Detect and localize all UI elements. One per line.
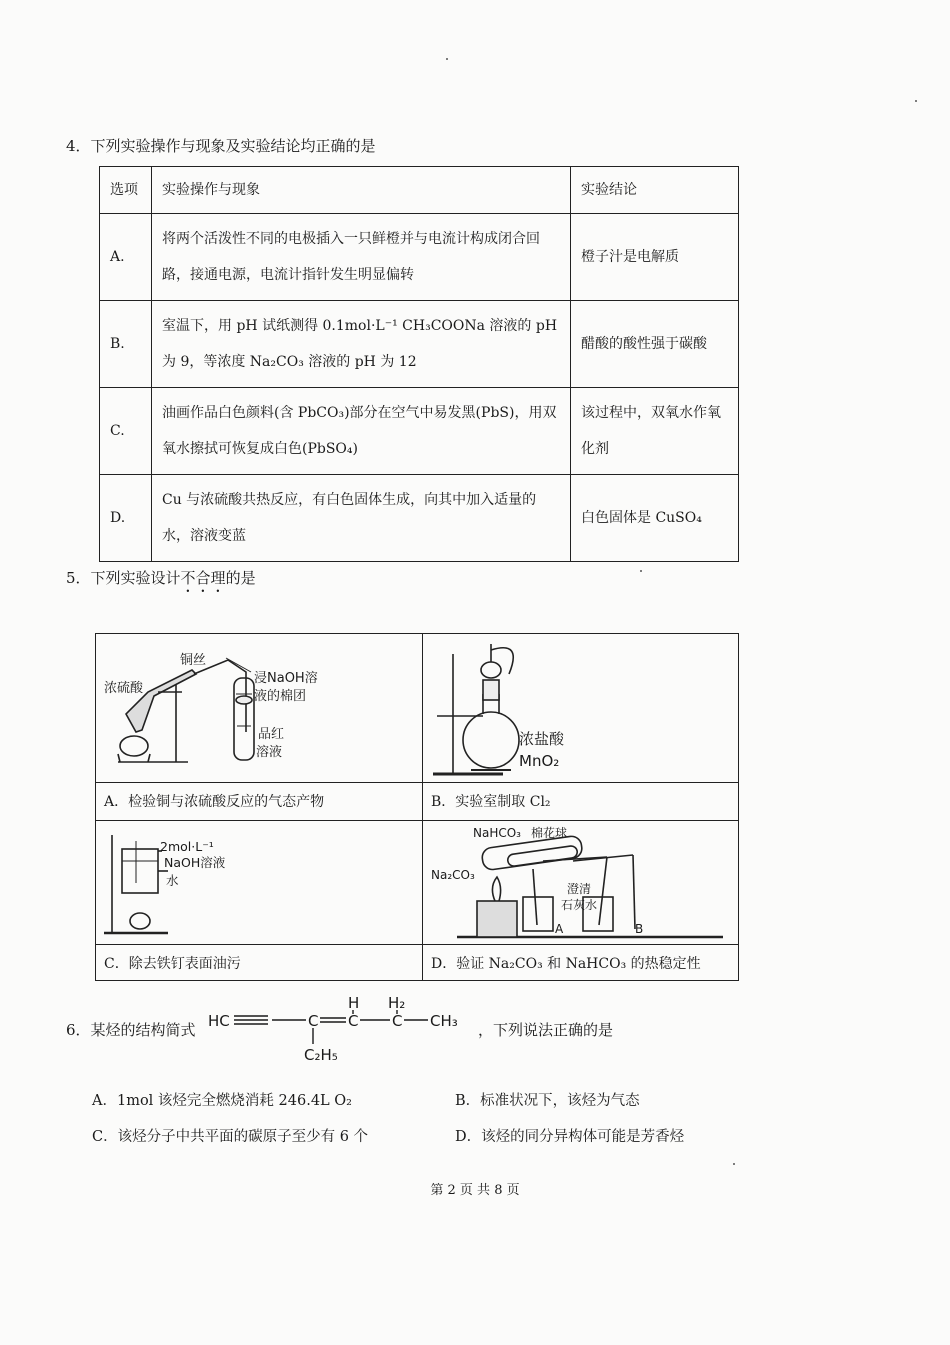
header-option: 选项	[100, 167, 152, 214]
label-cotton-ball: 棉花球	[531, 826, 568, 840]
label-beaker-b: B	[635, 922, 644, 936]
row-conclusion: 橙子汁是电解质	[571, 214, 739, 301]
question-6-tail: ，下列说法正确的是	[478, 1021, 614, 1039]
formula-h: H	[348, 994, 360, 1012]
label-magenta-1: 品红	[258, 727, 285, 742]
page-footer: 第 2 页 共 8 页	[430, 1183, 520, 1198]
table-row	[100, 301, 739, 388]
option-c: C．该烃分子中共平面的碳原子至少有 6 个	[92, 1129, 369, 1145]
structural-formula	[208, 994, 478, 1066]
title-post: 的是	[225, 569, 256, 587]
question-5-figure-grid	[95, 633, 739, 981]
title-emphasis: 不合理	[180, 569, 226, 587]
caption-d: D．验证 Na₂CO₃ 和 NaHCO₃ 的热稳定性	[431, 956, 701, 972]
option-d: D．该烃的同分异构体可能是芳香烃	[455, 1129, 685, 1145]
label-water: 水	[166, 873, 179, 888]
caption-a: A．检验铜与浓硫酸反应的气态产物	[104, 794, 325, 810]
label-nahco3: NaHCO₃	[473, 826, 521, 840]
label-limewater-2: 石灰水	[561, 898, 598, 912]
label-na2co3: Na₂CO₃	[431, 868, 475, 882]
option-b: B．标准状况下，该烃为气态	[455, 1093, 640, 1109]
formula-h2: H₂	[388, 994, 406, 1012]
label-naoh-cotton-1: 浸NaOH溶	[254, 671, 318, 686]
formula-c1: C	[308, 1012, 319, 1030]
scan-speck	[915, 100, 917, 102]
question-4-table	[99, 166, 739, 562]
figure-c-degreasing-apparatus	[96, 821, 422, 943]
row-option: B.	[100, 301, 152, 388]
scan-speck	[446, 58, 448, 60]
row-operation: 将两个活泼性不同的电极插入一只鲜橙并与电流计构成闭合回路，接通电源，电流计指针发生明显偏转	[152, 214, 571, 301]
row-operation: 室温下，用 pH 试纸测得 0.1mol·L⁻¹ CH₃COONa 溶液的 pH 为 9，等浓度 Na₂CO₃ 溶液的 pH 为 12	[152, 301, 571, 388]
table-row	[100, 388, 739, 475]
label-naoh-cotton-2: 液的棉团	[254, 689, 307, 704]
label-conc-hcl: 浓盐酸	[519, 730, 565, 748]
header-conclusion: 实验结论	[571, 167, 739, 214]
table-row	[100, 475, 739, 562]
figure-d-thermal-stability-apparatus	[423, 821, 739, 943]
row-option: D.	[100, 475, 152, 562]
label-naoh-conc: 2mol·L⁻¹	[160, 839, 214, 854]
scan-speck	[733, 1163, 735, 1165]
label-magenta-2: 溶液	[256, 745, 283, 760]
header-operation: 实验操作与现象	[152, 167, 571, 214]
row-operation: 油画作品白色颜料(含 PbCO₃)部分在空气中易发黑(PbS)，用双氧水擦拭可恢复成白色(PbSO₄)	[152, 388, 571, 475]
label-conc-sulfuric: 浓硫酸	[104, 681, 144, 696]
scan-speck	[640, 570, 642, 572]
table-row	[100, 214, 739, 301]
formula-c3: C	[392, 1012, 403, 1030]
option-a: A．1mol 该烃完全燃烧消耗 246.4L O₂	[92, 1093, 352, 1109]
formula-ch3: CH₃	[430, 1012, 458, 1030]
figure-a-copper-sulfuric-apparatus	[96, 634, 422, 782]
figure-b-chlorine-apparatus	[423, 634, 739, 782]
grid-divider	[96, 782, 738, 783]
label-naoh-solution: NaOH溶液	[164, 855, 226, 870]
question-5-title	[66, 567, 256, 596]
caption-b: B．实验室制取 Cl₂	[431, 794, 551, 810]
label-beaker-a: A	[555, 922, 564, 936]
formula-c2h5: C₂H₅	[304, 1046, 338, 1064]
question-6-stem: 6．某烃的结构简式	[66, 1021, 196, 1039]
title-pre: 5．下列实验设计	[66, 569, 181, 587]
question-4-title: 4．下列实验操作与现象及实验结论均正确的是	[66, 137, 376, 155]
label-copper-wire: 铜丝	[180, 653, 207, 668]
row-conclusion: 醋酸的酸性强于碳酸	[571, 301, 739, 388]
grid-divider	[96, 944, 738, 945]
row-operation: Cu 与浓硫酸共热反应，有白色固体生成，向其中加入适量的水，溶液变蓝	[152, 475, 571, 562]
table-header-row	[100, 167, 739, 214]
formula-c2: C	[348, 1012, 359, 1030]
row-conclusion: 该过程中，双氧水作氧化剂	[571, 388, 739, 475]
caption-c: C．除去铁钉表面油污	[104, 956, 241, 972]
row-conclusion: 白色固体是 CuSO₄	[571, 475, 739, 562]
formula-hc: HC	[208, 1012, 230, 1030]
row-option: A.	[100, 214, 152, 301]
row-option: C.	[100, 388, 152, 475]
label-mno2: MnO₂	[519, 752, 560, 770]
label-limewater-1: 澄清	[567, 882, 592, 896]
